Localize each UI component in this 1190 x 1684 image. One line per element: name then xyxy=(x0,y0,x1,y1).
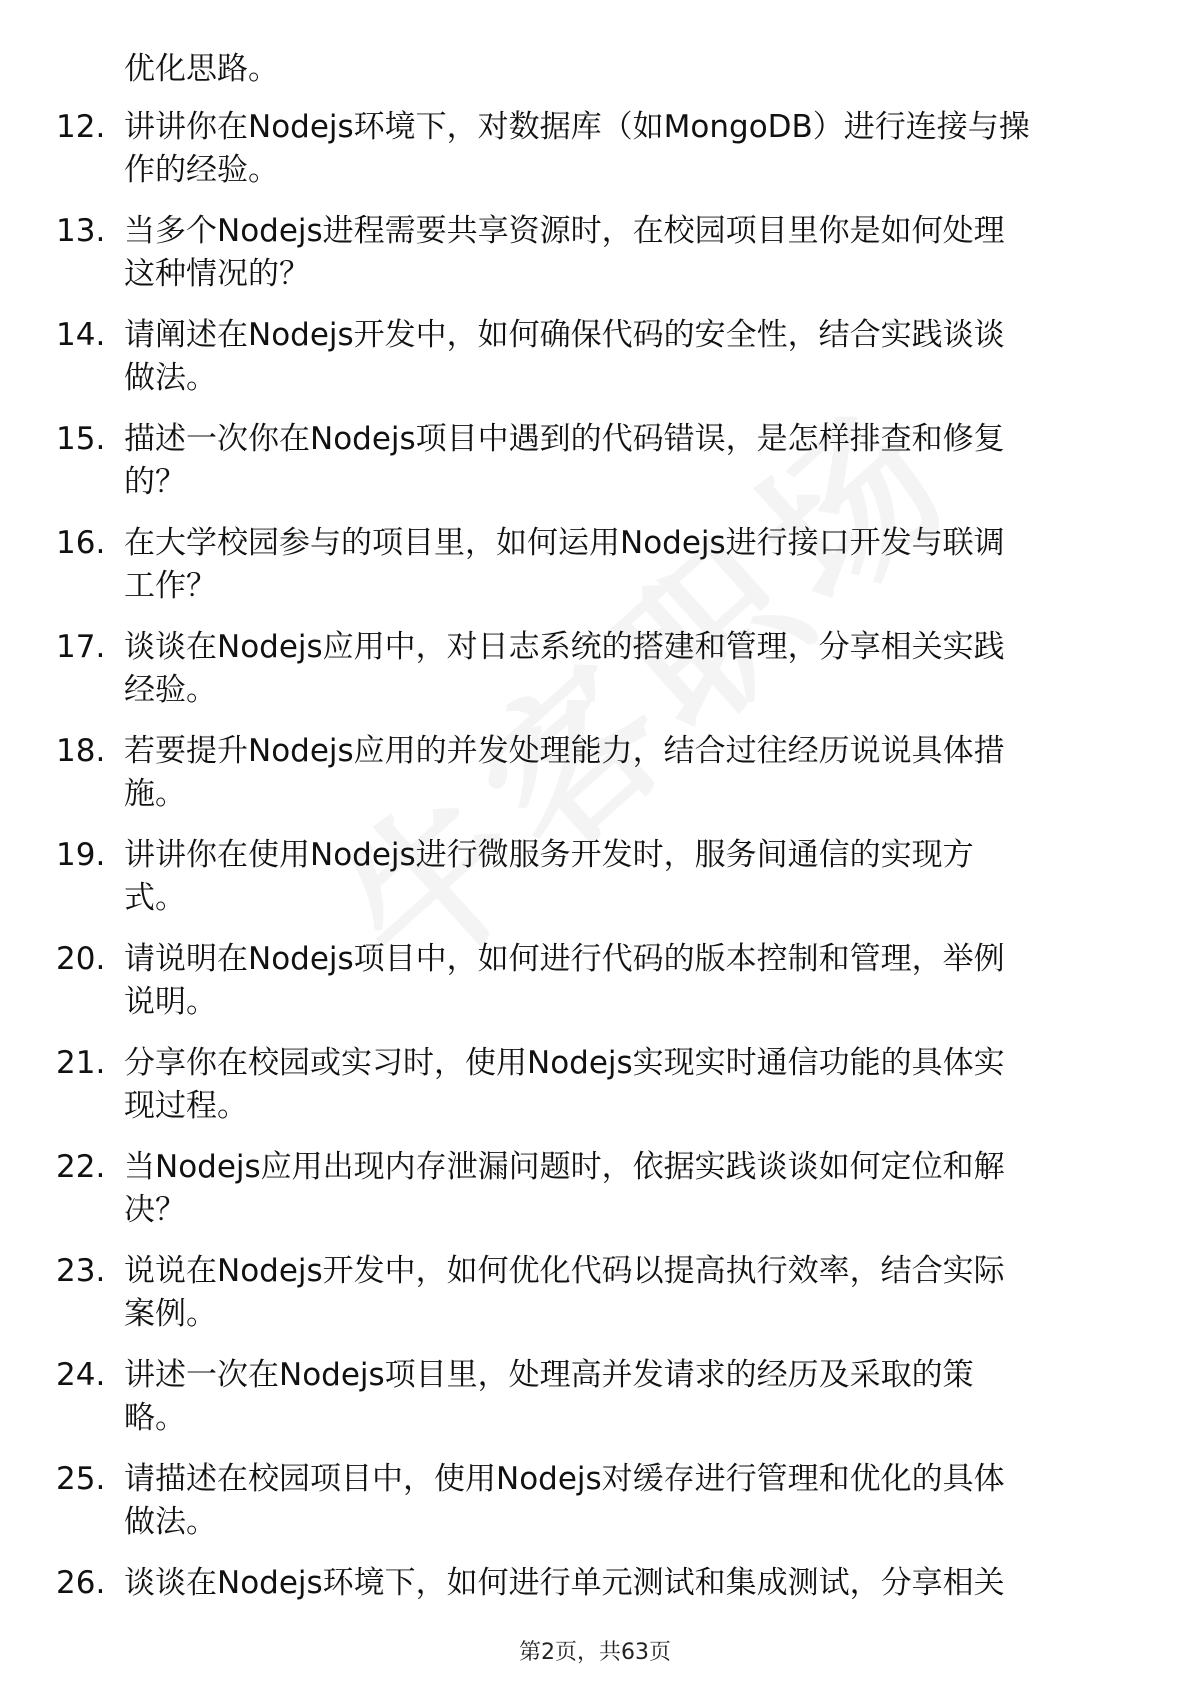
question-text-line: 说说在Nodejs开发中，如何优化代码以提高执行效率，结合实际 xyxy=(124,1253,1005,1289)
question-item xyxy=(0,1458,1190,1562)
question-text xyxy=(124,938,1124,1024)
question-item xyxy=(0,626,1190,730)
question-number: 13. xyxy=(56,213,106,249)
question-item xyxy=(0,1562,1190,1666)
question-text-line: 谈谈在Nodejs应用中，对日志系统的搭建和管理，分享相关实践 xyxy=(124,629,1005,665)
question-text xyxy=(124,106,1124,192)
question-number: 22. xyxy=(56,1149,106,1185)
question-text-line: 谈谈在Nodejs环境下，如何进行单元测试和集成测试，分享相关 xyxy=(124,1565,1005,1601)
question-text-line: 请阐述在Nodejs开发中，如何确保代码的安全性，结合实践谈谈 xyxy=(124,317,1005,353)
question-text-line: 讲讲你在Nodejs环境下，对数据库（如MongoDB）进行连接与操 xyxy=(124,109,1030,145)
question-text-line: 请说明在Nodejs项目中，如何进行代码的版本控制和管理，举例 xyxy=(124,941,1005,977)
question-text xyxy=(124,1250,1124,1336)
question-text xyxy=(124,626,1124,712)
question-text-line: 做法。 xyxy=(124,1504,217,1540)
question-number: 17. xyxy=(56,629,106,665)
question-text-line: 作的经验。 xyxy=(124,152,279,188)
question-number: 19. xyxy=(56,837,106,873)
question-item xyxy=(0,314,1190,418)
question-text-line: 工作？ xyxy=(124,568,217,604)
question-text-line: 描述一次你在Nodejs项目中遇到的代码错误，是怎样排查和修复 xyxy=(124,421,1005,457)
question-text-line: 施。 xyxy=(124,776,186,812)
question-list xyxy=(0,106,1190,1666)
question-text xyxy=(124,314,1124,400)
question-text-line: 说明。 xyxy=(124,984,217,1020)
question-item xyxy=(0,106,1190,210)
question-number: 20. xyxy=(56,941,106,977)
question-number: 14. xyxy=(56,317,106,353)
question-text-line: 若要提升Nodejs应用的并发处理能力，结合过往经历说说具体措 xyxy=(124,733,1005,769)
question-number: 26. xyxy=(56,1565,106,1601)
question-text xyxy=(124,1562,1124,1605)
question-item xyxy=(0,938,1190,1042)
question-number: 21. xyxy=(56,1045,106,1081)
question-text-line: 略。 xyxy=(124,1400,186,1436)
question-text-line: 分享你在校园或实习时，使用Nodejs实现实时通信功能的具体实 xyxy=(124,1045,1005,1081)
question-text xyxy=(124,1458,1124,1544)
question-text-line: 讲讲你在使用Nodejs进行微服务开发时，服务间通信的实现方 xyxy=(124,837,974,873)
question-text-line: 讲述一次在Nodejs项目里，处理高并发请求的经历及采取的策 xyxy=(124,1357,974,1393)
question-text-line: 式。 xyxy=(124,880,186,916)
question-text-line: 当Nodejs应用出现内存泄漏问题时，依据实践谈谈如何定位和解 xyxy=(124,1149,1005,1185)
page-footer: 第2页，共63页 xyxy=(519,1640,671,1665)
question-text-line: 在大学校园参与的项目里，如何运用Nodejs进行接口开发与联调 xyxy=(124,525,1005,561)
question-item xyxy=(0,1042,1190,1146)
question-text xyxy=(124,1042,1124,1128)
question-text-line: 经验。 xyxy=(124,672,217,708)
question-text xyxy=(124,522,1124,608)
question-text xyxy=(124,210,1124,296)
question-item xyxy=(0,522,1190,626)
question-number: 15. xyxy=(56,421,106,457)
question-number: 24. xyxy=(56,1357,106,1393)
question-item xyxy=(0,834,1190,938)
question-number: 12. xyxy=(56,109,106,145)
question-text-line: 现过程。 xyxy=(124,1088,248,1124)
continued-text: 优化思路。 xyxy=(124,51,279,87)
question-text-line: 的？ xyxy=(124,464,186,500)
question-number: 23. xyxy=(56,1253,106,1289)
question-text xyxy=(124,834,1124,920)
question-text-line: 这种情况的？ xyxy=(124,256,310,292)
question-text-line: 当多个Nodejs进程需要共享资源时，在校园项目里你是如何处理 xyxy=(124,213,1005,249)
question-item xyxy=(0,418,1190,522)
question-text xyxy=(124,418,1124,504)
question-item xyxy=(0,1146,1190,1250)
question-number: 16. xyxy=(56,525,106,561)
question-text-line: 案例。 xyxy=(124,1296,217,1332)
question-item xyxy=(0,730,1190,834)
question-text xyxy=(124,1146,1124,1232)
question-item xyxy=(0,1354,1190,1458)
question-text-line: 决？ xyxy=(124,1192,186,1228)
question-text xyxy=(124,1354,1124,1440)
question-number: 25. xyxy=(56,1461,106,1497)
question-item xyxy=(0,210,1190,314)
question-text-line: 做法。 xyxy=(124,360,217,396)
question-number: 18. xyxy=(56,733,106,769)
question-text-line: 请描述在校园项目中，使用Nodejs对缓存进行管理和优化的具体 xyxy=(124,1461,1005,1497)
question-text xyxy=(124,730,1124,816)
question-item xyxy=(0,1250,1190,1354)
